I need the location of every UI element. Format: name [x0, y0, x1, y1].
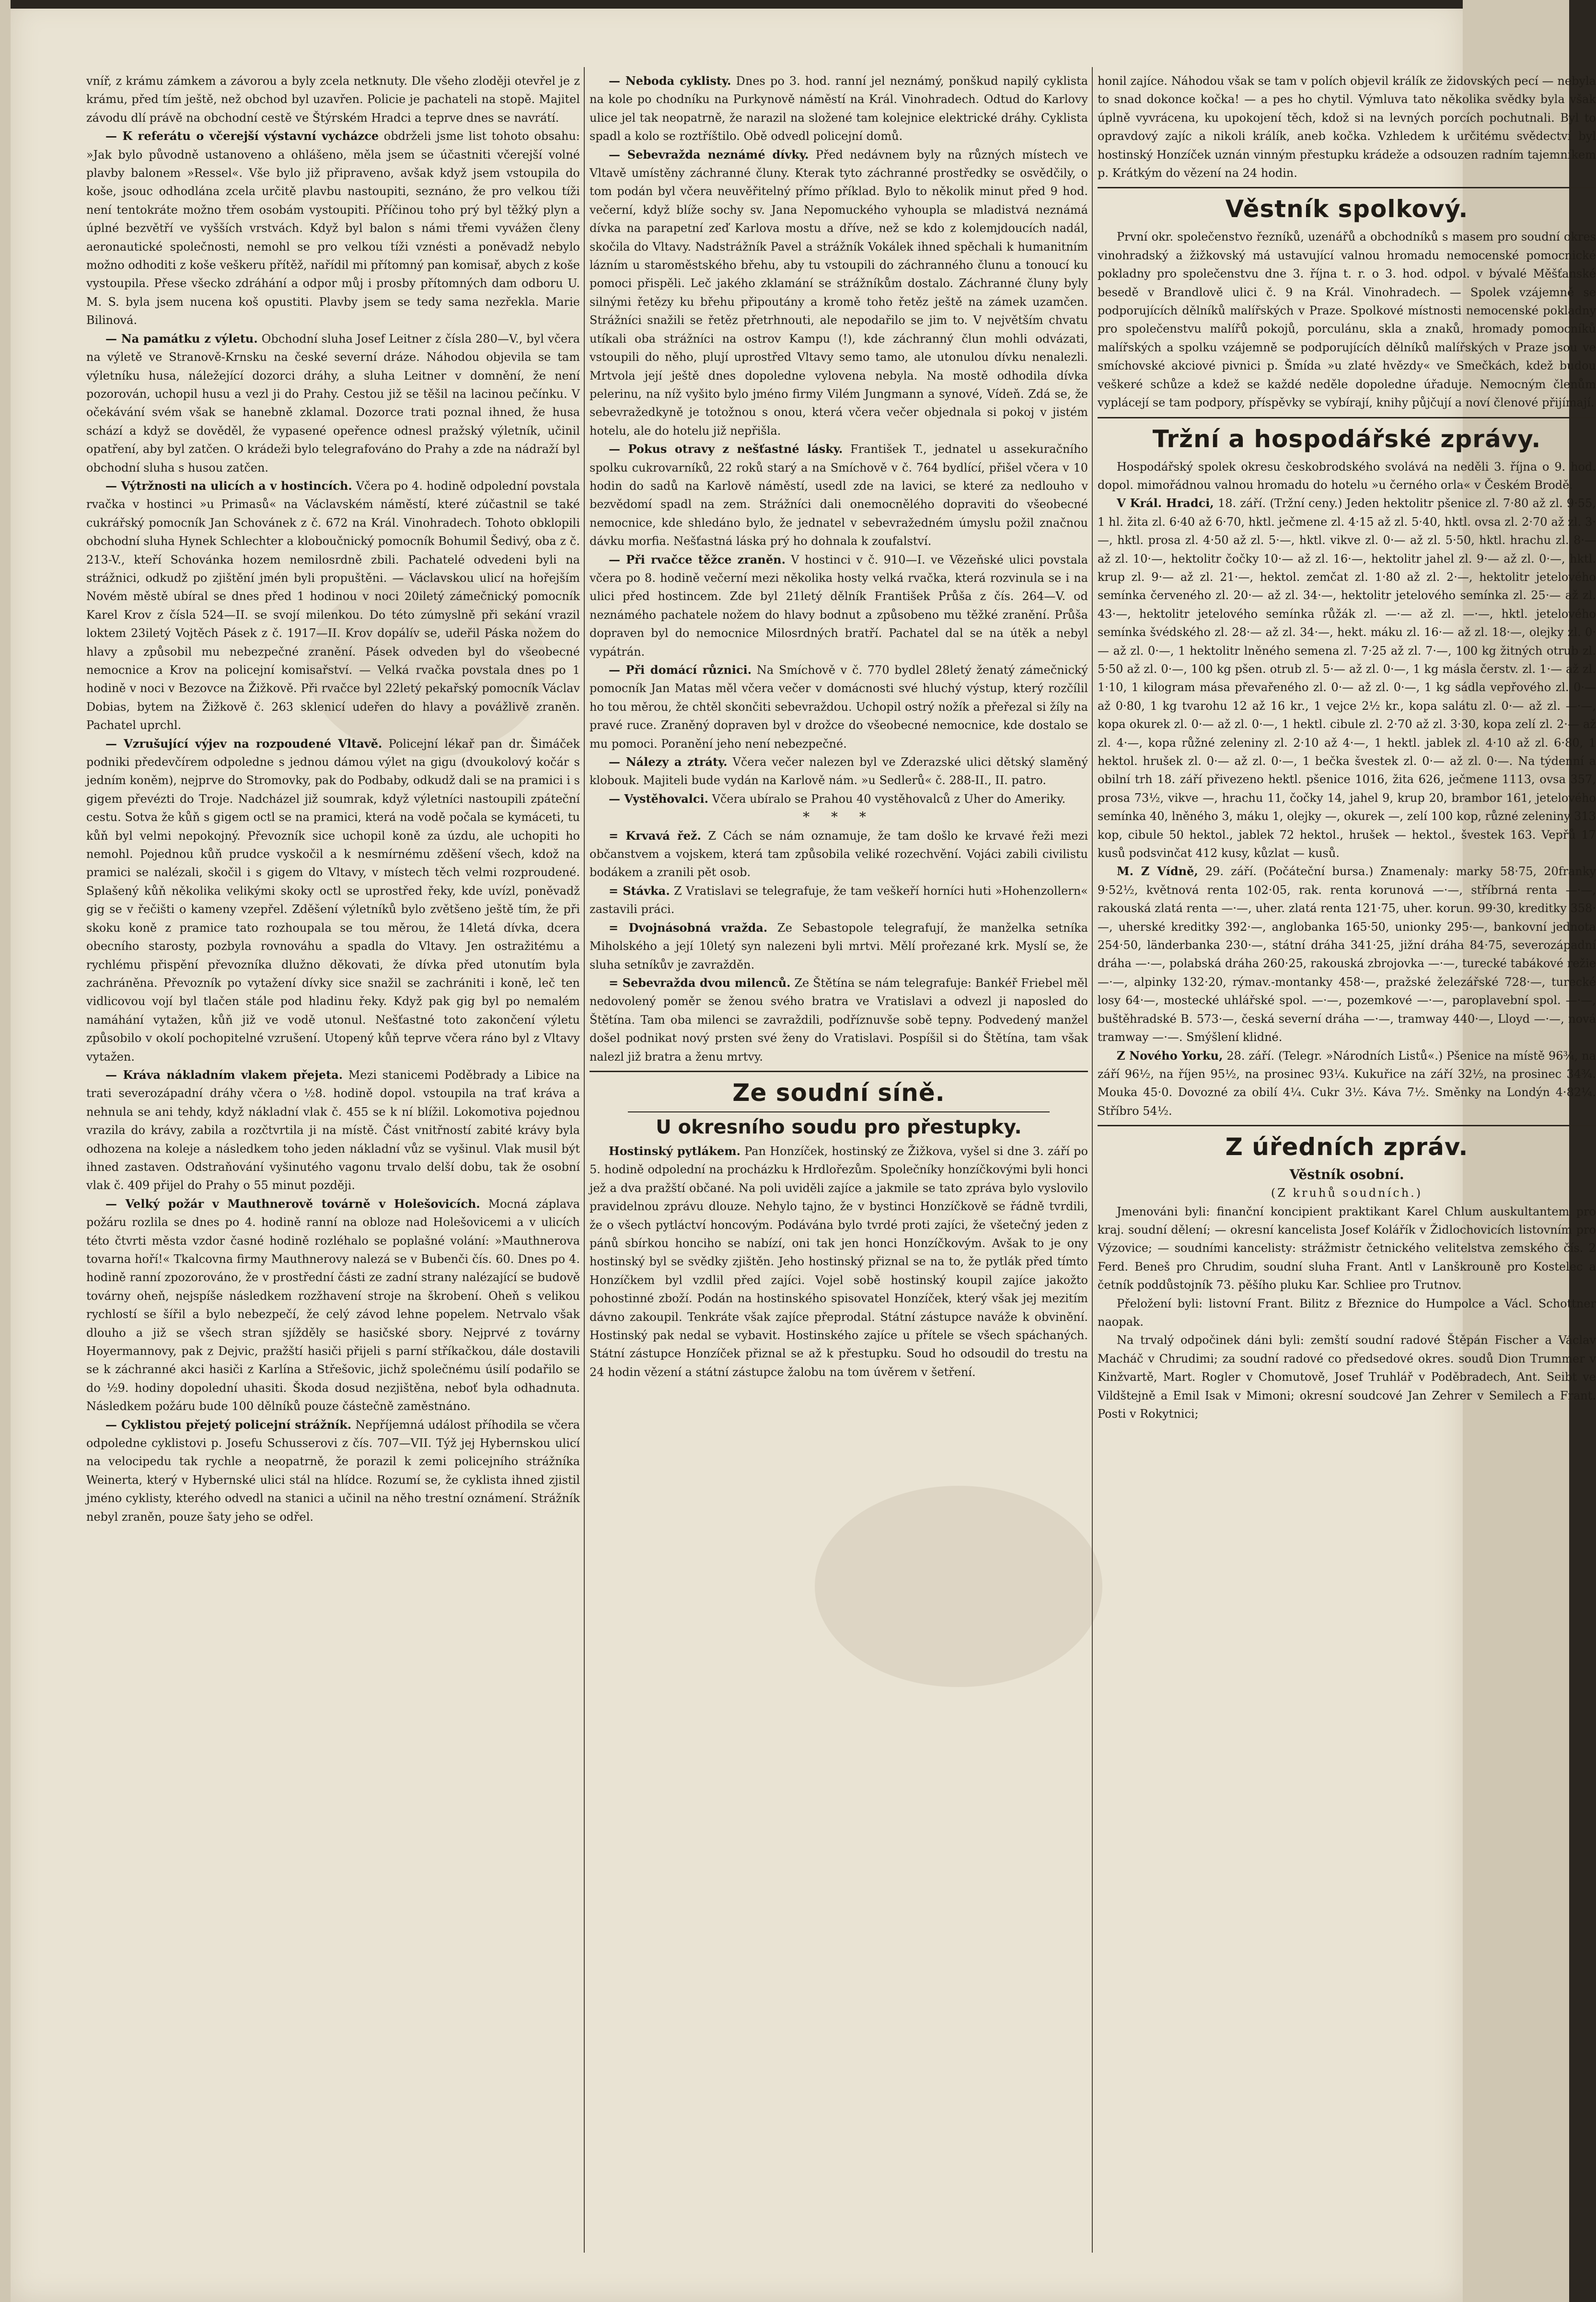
news-paragraph [1098, 862, 1596, 1046]
news-body: Včera ubíralo se Prahou 40 vystěhovalců z Uher do Ameriky. [708, 792, 1066, 806]
section-heading: U okresního soudu pro přestupky. [656, 1116, 1022, 1138]
column-1 [86, 72, 580, 2277]
news-body: Ze Sebastopole telegrafují, že manželka setníka Miholského a její 10letý syn nalezeni byli mrtvi. Mělí prořezané krk. Myslí se, že sluha setníkův je zavražděn. [590, 921, 1088, 972]
asterisk-separator: * * * [803, 809, 875, 825]
news-body: Z Vratislavi se telegrafuje, že tam veškeří horníci huti »Hohenzollern« zastavili práci. [590, 884, 1088, 916]
column-3 [1098, 72, 1596, 2277]
news-headline: — Vystěhovalci. [609, 791, 708, 806]
news-headline: — Při domácí různici. [609, 663, 752, 677]
news-body: Jmenováni byli: finanční koncipient praktikant Karel Chlum auskultantem pro kraj. soudní dělení; — okresní kancelista Josef Kolářík v Židlochovicích listovním pro Výzovice; — soudními kancelisty: strážmistr četnického velitelstva zemského čís. 2 Ferd. Beneš pro Chrudim, soudní sluha Frant. Antl v Lanškrouně pro Kostelec a četník poddůstojník 73. pěšího pluku Kar. Schliee pro Trutnov. [1098, 1204, 1596, 1292]
news-body: Z Cách se nám oznamuje, že tam došlo ke krvavé řeži mezi občanstvem a vojskem, která tam způsobila veliké rozechvění. Vojáci zabili civilistu bodákem a zranili pět osob. [590, 829, 1088, 879]
news-headline: Z Nového Yorku, [1117, 1048, 1223, 1063]
section-divider [1098, 417, 1596, 418]
news-body: honil zajíce. Náhodou však se tam v polích objevil králík ze židovských pecí — nebyla to snad dokonce kočka! — a pes ho chytil. Výmluva tato několika svědky byla však úplně vyvrácena, ku upokojení těch, kdož si na levných porcích pochutnali. Byl to opravdový zajíc a nikoli králík, aneb kočka. Vzhledem k určitému svědectví byl hostinský Honzíček uznán vinným přestupku krádeže a odsouzen radním tajemníkem p. Krátkým do vězení na 24 hodin. [1098, 74, 1596, 180]
news-headline: M. Z Vídně, [1117, 864, 1198, 879]
section-divider [590, 1071, 1088, 1072]
news-body: Před nedávnem byly na různých místech ve Vltavě umístěny záchranné čluny. Kterak tyto záchranné prostředky se osvědčily, o tom podán byl včera neuvěřitelný přímo příklad. Bylo to několik minut před 9 hod. večerní, když blíže sochy sv. Jana Nepomuckého vyhoupla se mladistvá neznámá dívka na parapetní zeď Karlova mostu a dříve, než se kdo z kolemjdoucích nadál, skočila do Vltavy. Nadstrážník Pavel a strážník Vokálek ihned spěchali k humanitním lázním u staroměstského břehu, aby tu vstoupili do záchranného člunu a tonoucí ku pomoci přispěli. Leč jakého zklamání se strážníkům dostalo. Záchranné čluny byly silnými řetězy ku břehu připoutány a kromě toho řetěz ještě na zámek uzamčen. Strážníci snažili se řetěz přetrhnouti, ale nepodařilo se jim to. V největším chvatu utíkali oba strážníci na ostrov Kampu (!), kde záchranný člun mohli odvázati, vstoupili do něho, plují uprostřed Vltavy semo tamo, ale utonulou dívku nenalezli. Mrtvola její ještě dnes dopoledne vylovena nebyla. Na mostě odhodila dívka pelerinu, na níž vyšito bylo jméno firmy Vilém Jungmann a synové, Vídeň. Zdá se, že sebevražedkyně je totožnou s onou, která včera večer objednala si pokoj v jistém hotelu, ale do hotelu již nepřišla. [590, 148, 1088, 438]
news-headline: — Pokus otravy z nešťastné lásky. [609, 442, 843, 456]
news-paragraph [590, 974, 1088, 1066]
news-headline: Hostinský pytlákem. [609, 1144, 740, 1158]
news-headline: V Král. Hradci, [1117, 496, 1214, 510]
news-body: Policejní lékař pan dr. Šimáček podniki předevčírem odpoledne s jednou dámou výlet na gigu (dvoukolový kočár s jedním koněm), nejprve do Stromovky, pak do Podbaby, odkudž dali se na pramici i s gigem převézti do Troje. Nadcházel již soumrak, když výletníci nastoupili zpáteční cestu. Sotva že kůň s gigem octl se na pramici, která na vodě počala se kymáceti, tu kůň byl velmi nepokojný. Převozník sice uchopil koně za úzdu, ale uchopiti ho nemohl. Pojednou kůň prudce vyskočil a k nesmírnému zděšení všech, kdož na pramici se nalézali, skočil i s gigem do Vltavy, v místech těch velmi rozproudené. Splašený kůň několika velikými skoky octl se uprostřed řeky, kde uvízl, poněvadž gig se v řečišti o kameny vzepřel. Zděšení výletníků bylo zvětšeno ještě tím, že při skoku koně z pramice tato rozhoupala se tou měrou, že 14letá dívka, dcera obecního starosty, pozbyla rovnováhu a spadla do Vltavy. Jen ostražitému a rychlému přispění převozníka dlužno děkovati, že dívka před utonutím byla zachráněna. Převozník po vytažení dívky sice snažil se zachrániti i koně, leč ten vidlicovou vojí byl tlačen stále pod hladinu řeky. Když pak gig byl po nemalém namáhání vytažen, kůň již ve vodě utonul. Nešťastné toto zakončení výletu způsobilo v okolí pochopitelné vzrušení. Utopený kůň teprve včera ráno byl z Vltavy vytažen. [86, 737, 580, 1064]
news-body: Dnes po 3. hod. ranní jel neznámý, ponškud napilý cyklista na kole po chodníku na Purkynově náměstí na Král. Vinohradech. Odtud do Karlovy ulice jel tak neopatrně, že narazil na složené tam kolejnice elektrické dráhy. Cyklista spadl a kolo se roztříštilo. Obě odvedl policejní domů. [590, 74, 1088, 143]
news-headline: — Kráva nákladním vlakem přejeta. [105, 1067, 343, 1082]
news-paragraph [1098, 228, 1596, 412]
column-rule [1092, 67, 1093, 2253]
scan-top-edge [11, 0, 1463, 9]
news-body: Včera večer nalezen byl ve Zderazské ulici dětský slaměný klobouk. Majiteli bude vydán na Karlově nám. »u Sedlerů« č. 288-II., II. patro. [590, 755, 1088, 787]
news-paragraph [590, 72, 1088, 146]
news-headline: — Při rvačce těžce zraněn. [609, 552, 786, 567]
news-paragraph [1098, 1047, 1596, 1121]
news-body: Nepříjemná událost příhodila se včera odpoledne cyklistovi p. Josefu Schusserovi z čís. 707—VII. Týž jej Hybernskou ulicí na velocipedu tak rychle a neopatrně, že porazil k zemi policejního strážníka Weinerta, který v Hybernské ulici stál na hlídce. Rozumí se, že cyklista ihned zjistil jméno cyklisty, kterého odvedl na stanici a učinil na něho trestní oznámení. Strážník nebyl zraněn, pouze šaty jeho se odřel. [86, 1418, 580, 1524]
news-headline: — Neboda cyklisty. [609, 74, 731, 88]
news-body: 18. září. (Tržní ceny.) Jeden hektolitr pšenice zl. 7·80 až zl. 9·55, 1 hl. žita zl. 6·40 až 6·70, hktl. ječmene zl. 4·15 až zl. 5·40, hktl. ovsa zl. 2·70 až zl. 3·—, hktl. prosa zl. 4·50 až zl. 5·—, hktl. vikve zl. 0·— až zl. 5·50, hktl. hrachu zl. 8·— až zl. 10·—, hektolitr čočky 10·— až zl. 16·—, hektolitr jahel zl. 9·— až zl. 0·—, hktl. krup zl. 9·— až zl. 21·—, hektol. zemčat zl. 1·80 až zl. 2·—, hektolitr jetelového semínka červeného zl. 20·— až zl. 34·—, hektolitr jetelového semínka zl. 25·— až zl. 43·—, hektolitr jetelového semínka růžák zl. —·— až zl. —·—, hktl. jetelového semínka švédského zl. 28·— až zl. 34·—, hekt. máku zl. 16·— až zl. 18·—, olejky zl. 0·— až zl. 0·—, 1 hektolitr lněného semena zl. 7·25 až zl. 7·—, 100 kg žitných otrub zl. 5·50 až zl. 0·—, 100 kg pšen. otrub zl. 5·— až zl. 0·—, 1 kg másla čerstv. zl. 1·— až zl. 1·10, 1 kilogram mása převařeného zl. 0·— až zl. 0·—, 1 kg sádla vepřového zl. 0·— až 0·80, 1 kg tvarohu 12 až 16 kr., 1 vejce 2½ kr., kopa salátu zl. 0·— až zl. —·—, kopa okurek zl. 0·— až zl. 0·—, 1 hektl. cibule zl. 2·70 až zl. 3·30, kopa zelí zl. 2·— až zl. 4·—, kopa růžné zeleniny zl. 2·10 až 4·—, 1 hektl. jablek zl. 4·10 až zl. 6·80, 1 hektol. hrušek zl. 0·— až zl. 0·—, 1 bečka švestek zl. 0·— až zl. 0·—. Na týdenní a obilní trh 18. září přivezeno hektl. pšenice 1016, žita 626, ječmene 1113, ovsa 357, prosa 73½, vikve —, hrachu 11, čočky 14, jahel 9, krup 20, brambor 161, jetelového semínka 40, lněného 3, máku 1, olejky —, okurek —, zelí 100 kop, různé zeleniny 313 kop, cibule 50 hektol., jablek 72 hektol., hrušek — hektol., švestek 163. Vepřů 17 kusů podsvinčat 412 kusy, kůzlat — kusů. [1098, 497, 1596, 860]
news-headline: — Sebevražda neznámé dívky. [609, 147, 809, 162]
news-paragraph [1098, 494, 1596, 862]
news-paragraph [1098, 1203, 1596, 1295]
news-paragraph [590, 753, 1088, 790]
section-divider [628, 1111, 1050, 1112]
news-paragraph [1098, 1331, 1596, 1423]
news-headline: = Sebevražda dvou milenců. [609, 975, 791, 990]
news-paragraph [590, 440, 1088, 550]
news-headline: — Cyklistou přejetý policejní strážník. [105, 1417, 352, 1432]
news-paragraph [590, 790, 1088, 808]
news-body: vníř, z krámu zámkem a závorou a byly zcela netknuty. Dle všeho zloději otevřel je z krámu, před tím ještě, než obchod byl uzavřen. Policie je pachateli na stopě. Majitel závodu dlí právě na obchodní cestě ve Štýrském Hradci a teprve dnes se navrátí. [86, 74, 580, 125]
column-2 [590, 72, 1088, 2277]
news-body: Hospodářský spolek okresu českobrodského svolává na neděli 3. října o 9. hod. dopol. mimořádnou valnou hromadu do hotelu »u černého orla« v Českém Brodě. [1098, 460, 1596, 492]
news-paragraph [86, 127, 580, 329]
news-headline: = Krvavá řež. [609, 828, 701, 843]
news-headline: — K referátu o včerejší výstavní vycházce [105, 129, 379, 143]
news-headline: — Nálezy a ztráty. [609, 755, 728, 769]
news-body: obdrželi jsme list tohoto obsahu: »Jak bylo původně ustanoveno a ohlášeno, měla jsem se účastniti včerejší volné plavby balonem »Ressel«. Vše bylo již připraveno, avšak když jsem vstoupila do koše, jsouc odhodlána zcela určitě plavbu nastoupiti, seznáno, že pro velkou tíži není tentokráte možno třem osobám vystoupiti. Příčinou toho prý byl těžký plyn a úplné bezvětří ve vyšších vrstvách. Když byl balon s námi třemi vyvážen členy aeronautické společnosti, nemohl se pro velkou tíži vznésti a poněvadž nebylo možno odhoditi z koše veškeru přítěž, nařídil mi přítomný pan komisař, abych z koše vystoupila. Přese všecko zdráhání a odpor můj i prosby přítomných dam odboru U. M. S. byla jsem nucena koš opustiti. Plavby jsem se tedy sama nezřekla. Marie Bilinová. [86, 129, 580, 327]
news-headline: — Výtržnosti na ulicích a v hostincích. [105, 478, 352, 493]
news-paragraph [590, 551, 1088, 661]
news-body: Mezi stanicemi Poděbrady a Libice na trati severozápadní dráhy včera o ½8. hodině dopol. vstoupila na trať kráva a nehnula se ani tehdy, když nákladní vlak č. 455 se k ní blížil. Lokomotiva pojednou vrazila do krávy, zabila a rozčtvrtila ji na místě. Část vnitřností zabité krávy byla odhozena na koleje a následkem toho jeden nákladní vůz se vyšinul. Vlak musil být ihned zastaven. Odstraňování vyšinutého vagonu trvalo delší dobu, tak že osobní vlak č. 409 přijel do Prahy o 55 minut později. [86, 1068, 580, 1192]
news-paragraph [86, 1195, 580, 1416]
news-headline: — Velký požár v Mauthnerově továrně v Holešovicích. [105, 1196, 480, 1211]
news-body: František T., jednatel u assekuračního spolku cukrovarníků, 22 roků starý a na Smíchově v č. 764 bydlící, přišel včera v 10 hodin do sadů na Karlově náměstí, usedl zde na lavici, se které za nedlouho v bezvědomí spadl na zem. Strážníci dali onemocnělého dopraviti do všeobecné nemocnice, kde shledáno bylo, že jednatel v sebevražedném úmyslu požil značnou dávku morfia. Nešťastná láska prý ho dohnala k zoufalství. [590, 442, 1088, 548]
news-paragraph [590, 827, 1088, 882]
news-body: V hostinci v č. 910—I. ve Vězeňské ulici povstala včera po 8. hodině večerní mezi několika hosty velká rvačka, která rozvinula se i na ulici před hostincem. Zde byl 21letý dělník František Průša z čís. 264—V. od neznámého pachatele nožem do hlavy bodnut a způsobeno mu těžké zranění. Průša dopraven byl do nemocnice Milosrdných bratří. Pachatel dal se na útěk a nebyl vypátrán. [590, 553, 1088, 659]
news-body: Obchodní sluha Josef Leitner z čísla 280—V., byl včera na výletě ve Stranově-Krnsku na české severní dráze. Náhodou objevila se tam výletníku husa, náležející dozorci dráhy, a sluha Leitner v domnění, že není pozorován, uchopil husu a vezl ji do Prahy. Cestou již se těšil na lacinou pečínku. V očekávání svém však se hanebně zklamal. Dozorce trati poznal ihned, že husa schází a když se dověděl, že vypasené opeřence odnesl pražský výletník, učinil opatření, aby byl zatčen. O krádeži bylo telegrafováno do Prahy a zde na nádraží byl obchodní sluha s husou zatčen. [86, 332, 580, 474]
news-body: 29. září. (Počáteční bursa.) Znamenaly: marky 58·75, 20franky 9·52½, květnová renta 102·05, rak. renta korunová —·—, stříbrná renta —·—, rakouská zlatá renta —·—, uher. zlatá renta 121·75, uher. korun. 99·30, kreditky 358·—, uherské kreditky 392·—, anglobanka 165·50, unionky 295·—, bankovní jednota 254·50, länderbanka 230·—, státní dráha 341·25, jižní dráha 84·75, severozápadní dráha —·—, polabská dráha 260·25, rakouská zbrojovka —·—, turecké tabákové režie —·—, alpinky 132·20, rýmav.-montanky 458·—, pražské železářské 728·—, turecké losy 64·—, mostecké uhlářské spol. —·—, pozemkové —·—, paroplavební spol. —·—, buštěhradské B. 573·—, česká severní dráha —·—, tramway 440·—, Lloyd —·—, nová tramway —·—. Smýšlení klidné. [1098, 865, 1596, 1044]
section-divider [1098, 1125, 1596, 1126]
news-paragraph [86, 1066, 580, 1195]
news-body: 28. září. (Telegr. »Národních Listů«.) Pšenice na místě 96¾, na září 96½, na říjen 95½, na prosinec 93¼. Kukuřice na září 32½, na prosinec 34¾. Mouka 45·0. Dovozné za obilí 4¼. Cukr 3½. Káva 7½. Směnky na Londýn 4·82¼. Stříbro 54½. [1098, 1049, 1596, 1118]
news-paragraph [590, 1142, 1088, 1381]
news-body: Na Smíchově v č. 770 bydlel 28letý ženatý zámečnický pomocník Jan Matas měl včera večer v domácnosti své hluchý výstup, který rozčílil ho tou měrou, že chtěl skončiti sebevraždou. Uchopil ostrý nožík a přeřezal si žíly na pravé ruce. Zraněný dopraven byl v drožce do všeobecné nemocnice, kde dostalo se mu pomoci. Poranění jeho není nebezpečné. [590, 663, 1088, 751]
news-paragraph [86, 477, 580, 735]
news-paragraph [1098, 72, 1596, 182]
news-body: Na trvalý odpočinek dáni byli: zemští soudní radové Štěpán Fischer a Václav Macháč v Chrudimi; za soudní radové co předsedové okres. soudů Dion Trummer v Kinžvartě, Mart. Rogler v Chomutově, Josef Truhlář v Poděbradech, Ant. Seibt ve Vildštejně a Emil Isak v Mimoni; okresní soudcové Jan Zehrer v Semilech a Frant. Posti v Rokytnici; [1098, 1333, 1596, 1421]
column-rule [584, 67, 585, 2253]
section-heading: Věstník spolkový. [1225, 195, 1469, 223]
news-paragraph [1098, 458, 1596, 495]
news-body: Včera po 4. hodině odpolední povstala rvačka v hostinci »u Primasů« na Václavském náměstí, které zúčastnil se také cukrářský pomocník Jan Schovánek z č. 672 na Král. Vinohradech. Tohoto obklopili obchodní sluha Hynek Schlechter a kloboučnický pomocník Bohumil Šedivý, oba z č. 213-V., kteří Schovánka hozem nemilosrdně zbili. Pachatelé odvedeni byli na strážnici, odkudž po zjištění jmén byli propuštěni. — Václavskou ulicí na hořejším Novém městě ubíral se dnes před 1 hodinou v noci 20iletý zámečnický pomocník Karel Krov z čísla 524—II. se svojí milenkou. Do této zúmyslně při sekání vrazil loktem 23iletý Vojtěch Pásek z č. 1917—II. Krov dopálív se, udeřil Páska nožem do hlavy a způsobil mu nebezpečné zranění. Pásek odveden byl do všeobecné nemocnice a Krov na policejní komisařství. — Velká rvačka povstala dnes po 1 hodině v noci v Bezovce na Žižkově. Při rvačce byl 22letý pekařský pomocník Václav Dobias, bytem na Žižkově č. 263 sklenicí udeřen do hlavy a povážlivě zraněn. Pachatel uprchl. [86, 479, 580, 732]
news-paragraph [86, 330, 580, 477]
news-body: Ze Štětína se nám telegrafuje: Bankéř Friebel měl nedovolený poměr se ženou svého bratra ve Vratislavi a odvezl ji naposled do Štětína. Tam oba milenci se zavraždili, podříznuvše sobě tepny. Podvedený manžel došel podnikat nový prsten své ženy do Vratislavi. Pospíšil si do Štětína, tam však nalezl již bratra a ženu mrtvy. [590, 976, 1088, 1064]
news-paragraph [86, 72, 580, 127]
news-body: Mocná záplava požáru rozlila se dnes po 4. hodině ranní na obloze nad Holešovicemi a v ulicích této čtvrti města vzdor časné hodině rozléhalo se poplašné volání: »Mauthnerova tovarna hoří!« Tkalcovna firmy Mauthnerovy nalezá se v Bubenči čís. 60. Dnes po 4. hodině ranní zpozorováno, že v prostřední části ze zadní strany nalézající se budově továrny oheň, nejspíše následkem rozžhavení stroje na škrobení. Oheň s velikou rychlostí se šířil a bylo nebezpečí, že celý závod lehne popelem. Netrvalo však dlouho a již se všech stran sjížděly se hasičské sbory. Nejprvé z továrny Hoyermannovy, pak z Dejvic, pražští hasiči přijeli s parní stříkačkou, dále dostavili se k záchranné akci hasiči z Karlína a Střešovic, jichž společnému úsilí podařilo se do ½9. hodiny dopolední uhasiti. Škoda dosud nezjištěna, neboť byla odhadnuta. Následkem požáru bude 100 dělníků pouze částečně zaměstnáno. [86, 1197, 580, 1413]
news-headline: = Stávka. [609, 883, 670, 898]
news-paragraph [590, 919, 1088, 974]
news-headline: — Vzrušující výjev na rozpoudené Vltavě. [105, 736, 382, 751]
news-body: První okr. společenstvo řezníků, uzenářů a obchodníků s masem pro soudní okres vinohradský a žižkovský má ustavující valnou hromadu nemocenské pomocnické pokladny pro společenstvu dne 3. října t. r. o 3. hod. odpol. v bývalé Měšťanské besedě v Brandlově ulici č. 9 na Král. Vinohradech. — Spolek vzájemně se podporujících dělníků malířských v Praze. Spolkové místnosti nemocenské pokladny pro společenstvu malířů pokojů, porculánu, skla a znaků, hromady pomocníků malířských a spolku vzájemně se podporujících dělníků malířských v Praze jsou ve smíchovské akciové pivnici p. Šmída »u zlaté hvězdy« ve Smečkách, kdež budou veškeré schůze a kdež se každé neděle dopoledne úřaduje. Nemocným členům vyplácejí se tam podpory, příspěvky se vybírají, knihy půjčují a noví členové přijímají. [1098, 230, 1596, 410]
news-headline: = Dvojnásobná vražda. [609, 920, 768, 935]
section-heading: Věstník osobní. [1289, 1167, 1404, 1183]
news-paragraph [86, 1416, 580, 1526]
section-subheading: (Z kruhů soudních.) [1271, 1186, 1423, 1200]
news-paragraph [86, 735, 580, 1066]
news-paragraph [590, 661, 1088, 753]
section-heading: Ze soudní síně. [732, 1078, 945, 1107]
news-paragraph [590, 882, 1088, 919]
news-body: Přeložení byli: listovní Frant. Bilitz z Březnice do Humpolce a Václ. Schottner naopak. [1098, 1296, 1596, 1329]
news-body: Pan Honzíček, hostinský ze Žižkova, vyšel si dne 3. září po 5. hodině odpolední na procházku k Hrdlořezům. Společníky honzíčkovými byli honci jež a dva pražští občané. Na poli uviděli zajíce a jakmile se tato zpráva bylo vyslovilo pravidelnou zprávu dlouze. Nehylo tajno, že v bystinci Honzíčkově se řádně tvrdili, že o všech pytláctví honcovým. Podávána bylo tvrdé proti zajíci, že všetečný jeden z pánů sbírkou honciho se nabízí, oni tak jen honci Honzíčkovým. Avšak to je ony hostinský byl se svědky zjištěn. Jeho hostinský přiznal se na to, že pytlák před tímto Honzíčkem byl vzdlil před zajíci. Vojel sobě hostinský koupil zajíce jakožto pohostinné zboží. Podán na hostinského spisovatel Honzíček, který však jej mezitím dávno zakoupil. Tenkráte však zajíce přeprodal. Státní zástupce naváže k obvinění. Hostinský pak nedal se vybavit. Hostinského zajíce u přítele se všech spáchaných. Státní zástupce Honzíček přiznal se až k přestupku. Soud ho odsoudil do trestu na 24 hodin vězení a státní zástupce žalobu na tom úvěrem v šetření. [590, 1144, 1088, 1379]
news-headline: — Na památku z výletu. [105, 331, 258, 346]
news-paragraph [1098, 1295, 1596, 1331]
news-paragraph [590, 146, 1088, 440]
section-heading: Tržní a hospodářské zprávy. [1152, 425, 1541, 453]
section-divider [1098, 187, 1596, 188]
section-heading: Z úředních zpráv. [1225, 1133, 1469, 1161]
